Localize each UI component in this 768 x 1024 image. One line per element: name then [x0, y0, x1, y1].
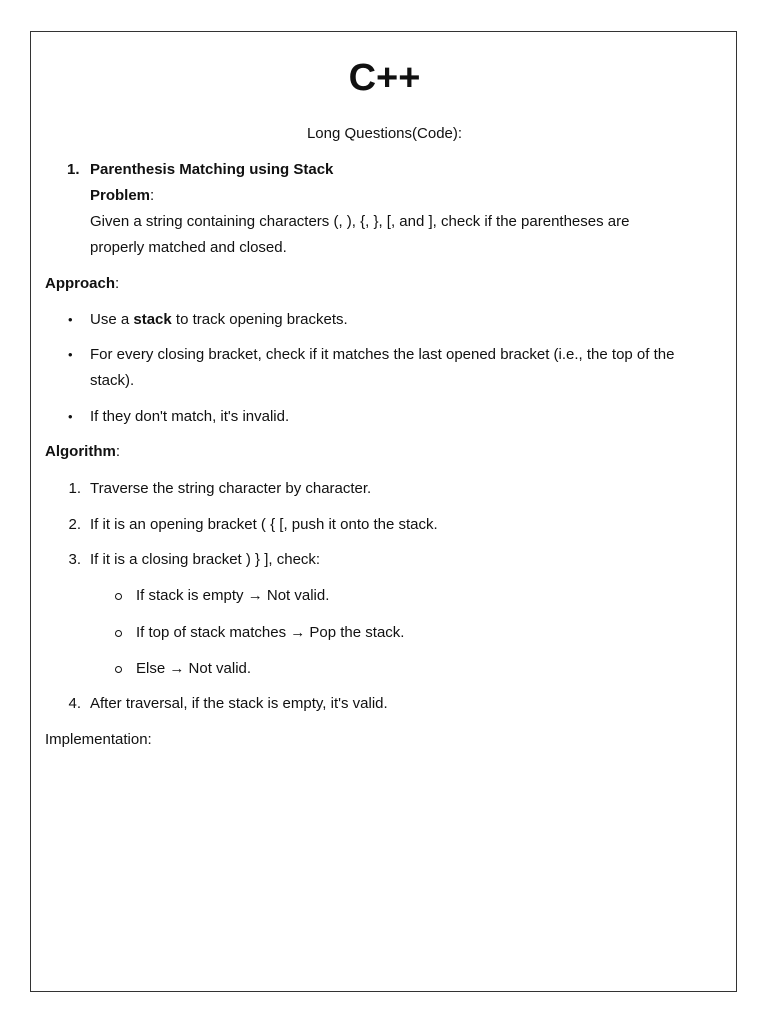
approach-label: Approach — [45, 275, 116, 292]
question-heading: Parenthesis Matching using Stack — [90, 161, 334, 178]
page-subtitle: Long Questions(Code): — [306, 125, 463, 142]
bullet-dot: • — [68, 409, 73, 424]
algorithm-step-number: 4. — [68, 695, 81, 712]
algorithm-step-number: 1. — [68, 480, 81, 497]
algorithm-step-4: After traversal, if the stack is empty, it's valid. — [90, 695, 388, 712]
approach-bullet-1 — [90, 310, 348, 330]
approach-bullet-1-post: to track opening brackets. — [171, 311, 348, 328]
problem-text-line-2: properly matched and closed. — [90, 239, 287, 256]
algorithm-substep-1: If stack is empty → Not valid. — [136, 587, 330, 604]
algorithm-label: Algorithm — [45, 443, 116, 460]
document-page — [30, 31, 737, 992]
page-title: C++ — [348, 57, 421, 99]
implementation-heading: Implementation: — [45, 731, 152, 748]
approach-bullet-3: If they don't match, it's invalid. — [90, 408, 290, 425]
problem-label: Problem — [90, 187, 151, 204]
algorithm-heading — [45, 442, 120, 462]
approach-bullet-1-bold: stack — [133, 311, 172, 328]
bullet-dot: • — [68, 312, 73, 327]
algorithm-step-1: Traverse the string character by character. — [90, 480, 372, 497]
algorithm-substep-2: If top of stack matches → Pop the stack. — [136, 624, 405, 641]
algorithm-step-3: If it is a closing bracket ) } ], check: — [90, 551, 321, 568]
approach-bullet-1-pre: Use a — [90, 311, 134, 328]
algorithm-colon: : — [115, 443, 120, 460]
approach-heading — [45, 274, 119, 294]
sub-bullet-circle — [115, 630, 122, 637]
algorithm-step-number: 3. — [68, 551, 81, 568]
problem-colon: : — [150, 187, 155, 204]
problem-text-line-1: Given a string containing characters (, ), {, }, [, and ], check if the parentheses are — [90, 213, 630, 230]
algorithm-step-number: 2. — [68, 516, 81, 533]
algorithm-substep-3: Else → Not valid. — [136, 660, 252, 677]
approach-bullet-2-line-2: stack). — [90, 372, 135, 389]
approach-colon: : — [115, 275, 120, 292]
bullet-dot: • — [68, 347, 73, 362]
problem-label-line — [90, 186, 154, 206]
approach-bullet-2-line-1: For every closing bracket, check if it matches the last opened bracket (i.e., the top of the — [90, 346, 675, 363]
sub-bullet-circle — [115, 593, 122, 600]
question-number: 1. — [67, 161, 80, 178]
algorithm-step-2: If it is an opening bracket ( { [, push it onto the stack. — [90, 516, 438, 533]
sub-bullet-circle — [115, 666, 122, 673]
